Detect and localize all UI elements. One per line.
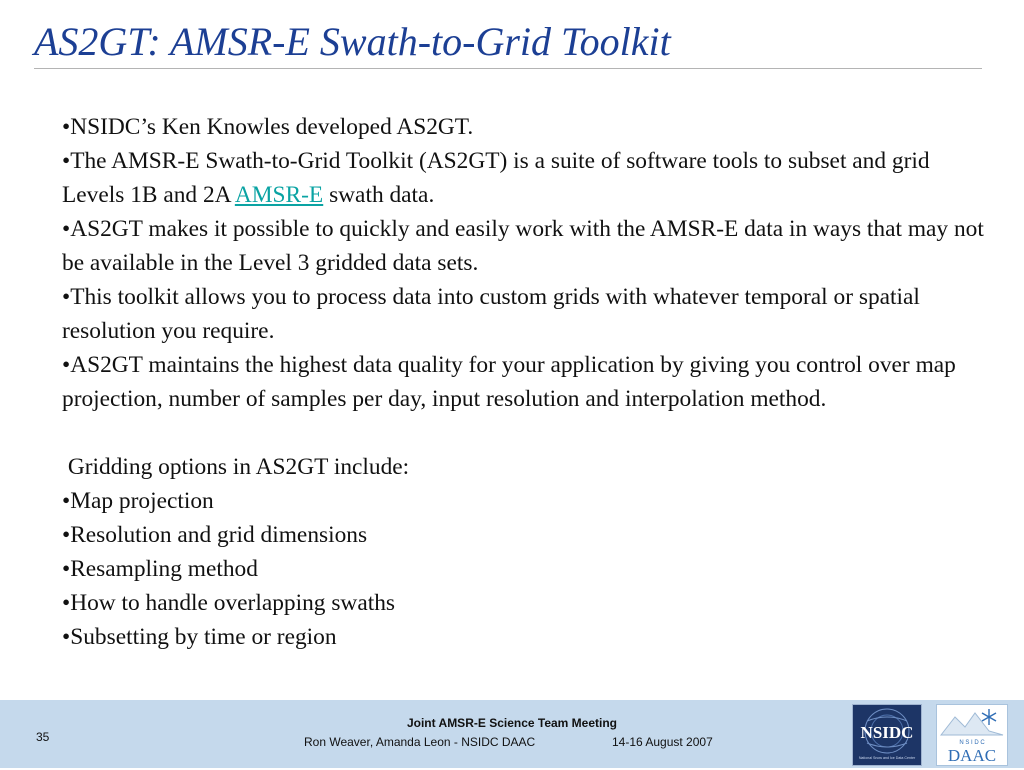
option-item: •Subsetting by time or region [62, 624, 337, 650]
nsidc-daac-logo [936, 704, 1008, 766]
meeting-dates: 14-16 August 2007 [612, 735, 713, 749]
bullet-toolkit-text-end: swath data. [323, 182, 435, 208]
daac-logo-graphic [937, 705, 1007, 765]
paragraph-gap [62, 416, 997, 450]
snowflake-icon [982, 709, 996, 725]
option-item: •How to handle overlapping swaths [62, 590, 395, 616]
option-item: •Resolution and grid dimensions [62, 522, 368, 548]
slide-body [62, 110, 997, 654]
nsidc-logo-text: NSIDC [860, 723, 914, 742]
nsidc-logo [852, 704, 922, 766]
nsidc-logo-graphic [853, 705, 921, 765]
bullet-data-quality: •AS2GT maintains the highest data quality for your application by giving you control over map projection, number of samples per day, input resolution and interpolation method. [62, 352, 956, 412]
option-item: •Map projection [62, 488, 214, 514]
gridding-options-heading: Gridding options in AS2GT include: [62, 454, 410, 480]
bullet-custom-grids: •This toolkit allows you to process data into custom grids with whatever temporal or spatial resolution you require. [62, 284, 920, 344]
title-divider [34, 68, 982, 69]
amsr-e-link[interactable]: AMSR-E [234, 182, 324, 208]
nsidc-logo-subtext: National Snow and Ice Data Center [858, 756, 916, 760]
bullet-ease-of-use: •AS2GT makes it possible to quickly and easily work with the AMSR-E data in ways that may not be available in the Level 3 gridded data sets. [62, 216, 984, 276]
meeting-name: Joint AMSR-E Science Team Meeting [406, 716, 618, 730]
bullet-developer: •NSIDC’s Ken Knowles developed AS2GT. [62, 114, 474, 140]
authors-line: Ron Weaver, Amanda Leon - NSIDC DAAC [304, 735, 536, 749]
bullet-toolkit-text: •The AMSR-E Swath-to-Grid Toolkit (AS2GT) is a suite of software tools to subset and grid Levels 1B and 2A [62, 148, 930, 208]
bullet-toolkit-description [62, 144, 997, 212]
daac-logo-text: DAAC [947, 746, 997, 765]
option-item: •Resampling method [62, 556, 258, 582]
daac-logo-letters: N S I D C [959, 740, 985, 746]
page-number: 35 [36, 730, 50, 744]
slide-title: AS2GT: AMSR-E Swath-to-Grid Toolkit [34, 19, 671, 64]
slide-footer [0, 700, 1024, 768]
